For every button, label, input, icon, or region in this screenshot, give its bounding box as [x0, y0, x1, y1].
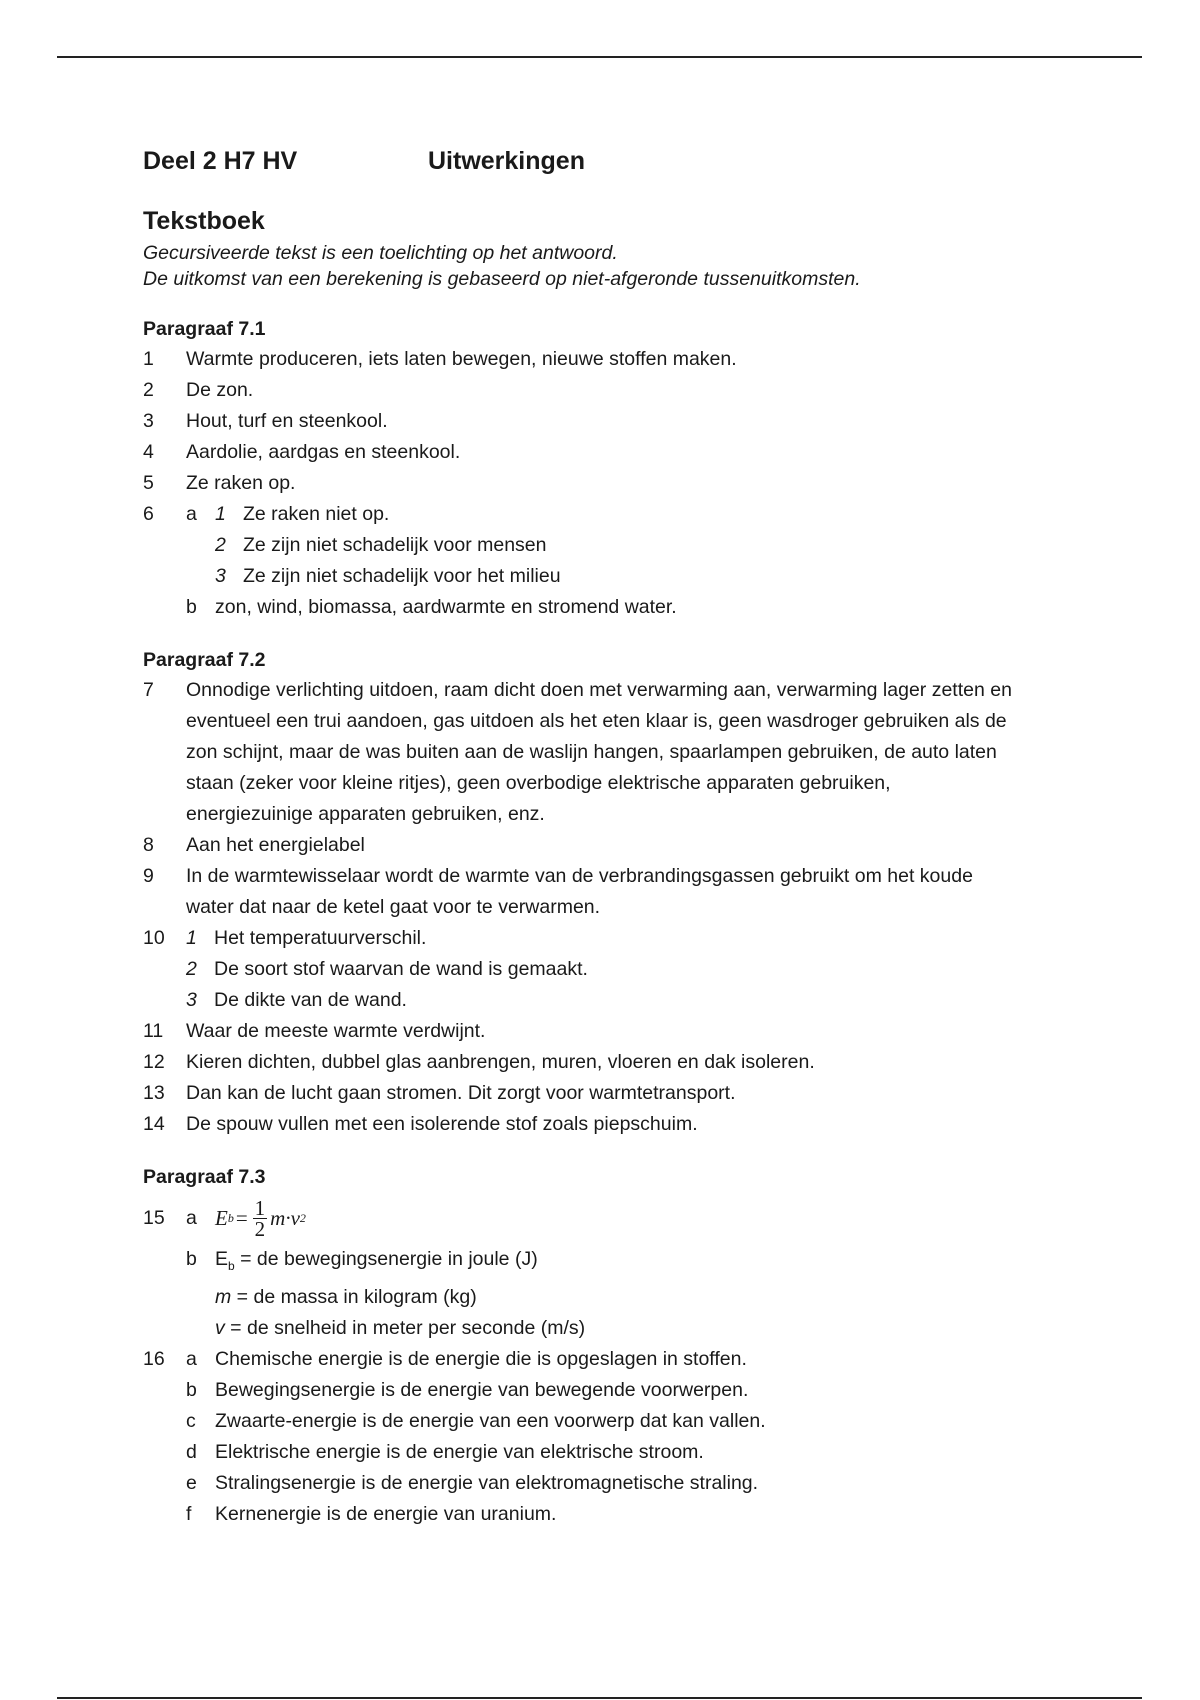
sub-letter: b: [186, 1248, 197, 1270]
question-number: 13: [143, 1082, 165, 1104]
sub-number: 2: [186, 958, 197, 980]
answer-row-16a: [143, 1344, 1103, 1375]
answer-row-6b: [143, 592, 1103, 623]
answer-line: eventueel een trui aandoen, gas uitdoen als het eten klaar is, geen wasdroger gebruiken als de: [186, 710, 1007, 732]
answer-text: Chemische energie is de energie die is opgeslagen in stoffen.: [215, 1347, 747, 1370]
answer-row: [143, 344, 1103, 375]
answer-line: In de warmtewisselaar wordt de warmte van de verbrandingsgassen gebruikt om het koude: [186, 865, 973, 887]
document-header: [143, 144, 1103, 178]
question-number: 2: [143, 379, 154, 401]
sub-letter: d: [186, 1440, 197, 1463]
answer-row: [143, 437, 1103, 468]
question-number: 4: [143, 441, 154, 463]
answer-row: [143, 530, 1103, 561]
question-number: 14: [143, 1113, 165, 1135]
answer-text: Dan kan de lucht gaan stromen. Dit zorgt voor warmtetransport.: [186, 1082, 736, 1104]
answer-row: [143, 1047, 1103, 1078]
answer-text: Zwaarte-energie is de energie van een voorwerp dat kan vallen.: [215, 1409, 766, 1432]
answer-row-7: [143, 675, 1103, 830]
answer-text: Waar de meeste warmte verdwijnt.: [186, 1020, 486, 1042]
question-number: 3: [143, 410, 154, 432]
question-number: 5: [143, 472, 154, 494]
sub-letter: c: [186, 1409, 196, 1432]
document-body: [143, 144, 1103, 1530]
intro-line: Gecursiveerde tekst is een toelichting op het antwoord.: [143, 242, 618, 264]
sub-number: 1: [215, 503, 226, 525]
intro-line: De uitkomst van een berekening is gebaseerd op niet-afgeronde tussenuitkomsten.: [143, 268, 861, 290]
answer-text: Bewegingsenergie is de energie van bewegende voorwerpen.: [215, 1378, 749, 1401]
question-number: 16: [143, 1347, 165, 1370]
answer-text: zon, wind, biomassa, aardwarmte en stromend water.: [215, 596, 677, 618]
sub-letter: b: [186, 596, 197, 618]
sub-letter: a: [186, 503, 197, 525]
answer-line: staan (zeker voor kleine ritjes), geen overbodige elektrische apparaten gebruiken,: [186, 772, 891, 794]
variable-definition: $E_b$ = de bewegingsenergie in joule (J): [215, 1248, 538, 1273]
heading-paragraaf-7-3: Paragraaf 7.3: [143, 1166, 266, 1188]
answer-text: De soort stof waarvan de wand is gemaakt.: [214, 958, 588, 980]
sub-number: 3: [215, 565, 226, 587]
answer-row: [143, 1078, 1103, 1109]
answer-row-8: [143, 830, 1103, 861]
answer-row: [143, 1016, 1103, 1047]
intro-text: [143, 240, 1103, 292]
header-title: Uitwerkingen: [428, 147, 585, 175]
answer-row: [143, 1499, 1103, 1530]
sub-letter: a: [186, 1347, 197, 1370]
question-number: 11: [143, 1020, 164, 1042]
question-number: 6: [143, 503, 154, 525]
sub-letter: e: [186, 1471, 197, 1494]
answer-text: Hout, turf en steenkool.: [186, 410, 388, 432]
answer-row-15b: [143, 1244, 1103, 1344]
bottom-rule: [57, 1697, 1142, 1699]
answer-row-10: [143, 923, 1103, 954]
answer-row: [143, 406, 1103, 437]
answer-row-15a: [143, 1192, 1103, 1244]
question-number: 10: [143, 927, 165, 949]
question-number: 9: [143, 865, 154, 887]
answer-text: Het temperatuurverschil.: [214, 927, 427, 949]
answer-row: [143, 468, 1103, 499]
answer-row: [143, 954, 1103, 985]
sub-number: 2: [215, 534, 226, 556]
sub-number: 1: [186, 927, 197, 949]
answer-text: Warmte produceren, iets laten bewegen, nieuwe stoffen maken.: [186, 348, 737, 370]
answer-text: Kernenergie is de energie van uranium.: [215, 1502, 557, 1525]
heading-paragraaf-7-1: Paragraaf 7.1: [143, 318, 266, 340]
answer-row-9: [143, 861, 1103, 923]
kinetic-energy-formula: E b = $\frac{1}{2}$ m·v 2: [215, 1195, 306, 1241]
sub-number: 3: [186, 989, 197, 1011]
top-rule: [57, 56, 1142, 58]
answer-text: Aan het energielabel: [186, 834, 365, 856]
answer-text: Stralingsenergie is de energie van elektromagnetische straling.: [215, 1471, 759, 1494]
sub-letter: b: [186, 1378, 197, 1401]
answer-text: De spouw vullen met een isolerende stof zoals piepschuim.: [186, 1113, 698, 1135]
question-number: 12: [143, 1051, 165, 1073]
section-title: Tekstboek: [143, 207, 265, 235]
answer-text: Kieren dichten, dubbel glas aanbrengen, muren, vloeren en dak isoleren.: [186, 1051, 815, 1073]
answer-row: [143, 561, 1103, 592]
answer-text: Ze zijn niet schadelijk voor mensen: [243, 534, 547, 556]
question-number: 7: [143, 679, 154, 701]
answer-row: [143, 1406, 1103, 1437]
answer-line: Onnodige verlichting uitdoen, raam dicht doen met verwarming aan, verwarming lager zetten en: [186, 679, 1012, 701]
answer-text: Ze raken op.: [186, 472, 296, 494]
variable-definition: v = de snelheid in meter per seconde (m/s): [215, 1316, 586, 1339]
variable-definition: m = de massa in kilogram (kg): [215, 1285, 477, 1308]
answer-row: [143, 1468, 1103, 1499]
answer-text: Ze raken niet op.: [243, 503, 390, 525]
heading-paragraaf-7-2: Paragraaf 7.2: [143, 649, 266, 671]
answer-row: [143, 375, 1103, 406]
answer-row: [143, 1437, 1103, 1468]
answer-row: [143, 1375, 1103, 1406]
answer-line: zon schijnt, maar de was buiten aan de waslijn hangen, spaarlampen gebruiken, de auto laten: [186, 741, 997, 763]
answer-line: water dat naar de ketel gaat voor te verwarmen.: [186, 896, 601, 918]
answer-text: Elektrische energie is de energie van elektrische stroom.: [215, 1440, 704, 1463]
answer-line: energiezuinige apparaten gebruiken, enz.: [186, 803, 545, 825]
question-number: 8: [143, 834, 154, 856]
fraction: $\frac{1}{2}$: [254, 1195, 266, 1241]
answer-row: [143, 985, 1103, 1016]
answer-text: De zon.: [186, 379, 254, 401]
answer-text: Ze zijn niet schadelijk voor het milieu: [243, 565, 561, 587]
answer-text: Aardolie, aardgas en steenkool.: [186, 441, 461, 463]
sub-letter: f: [186, 1502, 192, 1525]
sub-letter: a: [186, 1206, 197, 1229]
answer-row-6a: [143, 499, 1103, 530]
question-number: 1: [143, 348, 154, 370]
question-number: 15: [143, 1206, 165, 1229]
answer-row: [143, 1109, 1103, 1140]
header-chapter: Deel 2 H7 HV: [143, 147, 298, 175]
answer-text: De dikte van de wand.: [214, 989, 407, 1011]
